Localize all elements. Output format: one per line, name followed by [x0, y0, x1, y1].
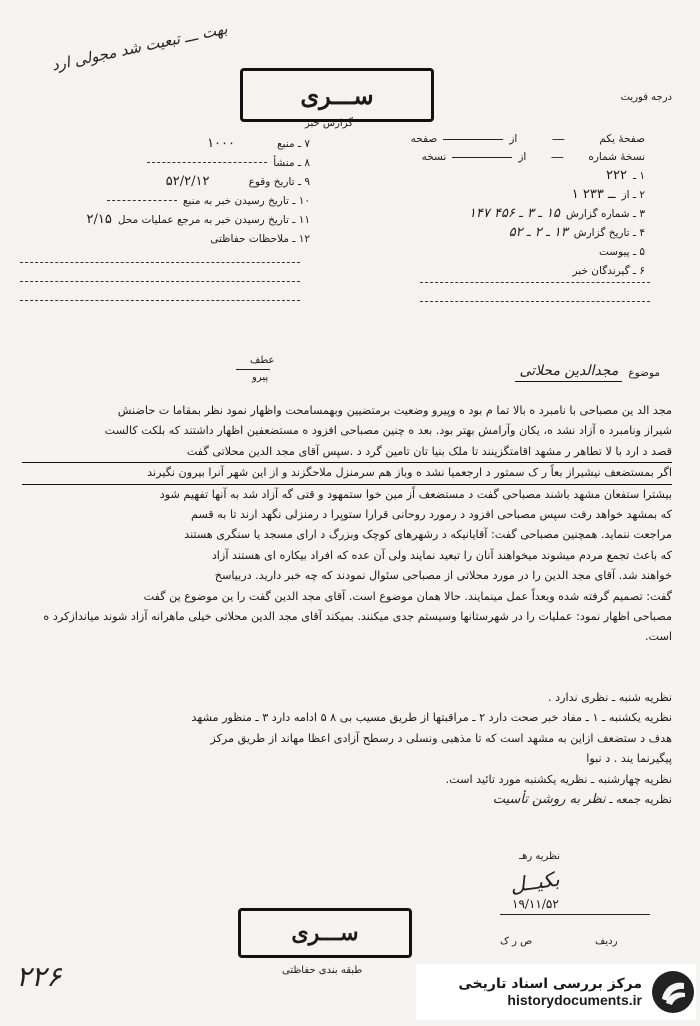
left-fields — [20, 134, 310, 248]
field-row — [355, 261, 645, 280]
field-row — [355, 185, 645, 204]
field-label: ۲ ـ از — [621, 188, 645, 201]
watermark-title: مرکز بررسی اسناد تاریخی — [458, 976, 642, 992]
opinion-friday-label: نظریه جمعه ـ — [609, 793, 672, 807]
field-row — [20, 134, 310, 153]
field-row — [355, 223, 645, 242]
bottom-secret-stamp — [238, 908, 412, 958]
field-label: صفحهٔ یکم — [599, 133, 645, 145]
field-row — [355, 148, 645, 166]
blank-lines-left — [20, 262, 300, 319]
subject-value: مجدالدین محلاتی — [515, 363, 622, 382]
report-header: گزارش خبر — [305, 118, 353, 129]
opinion-line: نظریه یکشنبه ـ ۱ ـ مفاد خبر صحت دارد ۲ ـ مراقبتها از طریق مسیب بی ۸ ۵ ادامه دارد ۳ ـ منظور مشهد — [191, 711, 672, 725]
field-value: — — [551, 131, 565, 147]
blank-lines-right — [420, 282, 650, 320]
body-line: مراجعت ننماید. همچنین مصباحی گفت: آقایانیکه د رشهرهای کوچک وبزرگ د ارای مسجد یا سنگری هستند — [184, 528, 672, 542]
followup-label: پیرو — [252, 372, 269, 383]
field-extra: از — [509, 133, 518, 145]
field-label: ۱۲ ـ ملاحظات حفاظتی — [210, 232, 310, 245]
field-row — [20, 172, 310, 191]
field-label: ۴ ـ تاریخ گزارش — [573, 226, 645, 239]
ref-divider — [236, 369, 270, 370]
field-value: ــ ۲۳۳ ۱ — [571, 187, 616, 202]
signature-rule — [500, 914, 650, 915]
field-label: ۱ ـ — [632, 169, 645, 182]
field-value: ۲/۱۵ — [86, 212, 112, 227]
field-label: ۱۱ ـ تاریخ رسیدن خبر به مرجع عملیات محل — [117, 213, 310, 226]
bottom-stamp-label: ســـری — [291, 920, 359, 946]
opinion-line: نظریه چهارشنبه ـ نظریه یکشنبه مورد تائید است. — [445, 772, 672, 786]
field-label: نسخهٔ شماره — [588, 151, 645, 163]
field-label: ۱۰ ـ تاریخ رسیدن خبر به منبع — [182, 194, 310, 207]
field-row — [20, 210, 310, 229]
body-line: قصد د ارد با لا تطاهر ر مشهد اقامتگزینند تا ملک بنیا تان تامین گرد د .سپس آقای مجد الدین محلاتی گفت — [22, 442, 672, 463]
field-value: ۱۰۰۰ — [207, 136, 236, 151]
sig-label-row: ردیف — [595, 936, 618, 947]
field-label: ۵ ـ پیوست — [598, 245, 645, 258]
field-value: ۵۲/۲/۱۲ — [165, 174, 210, 189]
field-value: — — [550, 149, 564, 165]
field-label: ۷ ـ منبع — [277, 137, 310, 150]
body-line: شیراز ونامبرد ه آزاد نشد ه، یکان وآرامش بهتر بود. بعد ه چنین مصباحی افزود ه مستضعفین اظهار داشتند که بلکت کالست — [104, 424, 672, 438]
report-body — [22, 401, 672, 648]
priority-label: درجه فوریت — [620, 92, 672, 103]
body-line: که بمشهد خواهد رفت سپس مصباحی افزود د رمورد روحانی قرارا ستوپرا د رمنزلی نگهد ارند تا به قسم — [190, 508, 672, 522]
top-stamp-label: ســـری — [300, 80, 374, 110]
field-label: ۳ ـ شماره گزارش — [566, 207, 645, 220]
field-extra2: نسخه — [421, 151, 447, 163]
field-row — [355, 204, 645, 223]
body-line: مصباحی اظهار نمود: عملیات را در شهرستانها وسیستم جدی میکنند. بمیکند آقای مجد الدین محلاتی خیلی ماهرانه آزاد شوند میاندازکرد ه — [43, 610, 672, 624]
top-secret-stamp — [240, 68, 434, 122]
opinion-friday-handwriting: نظر به روشن تأسیت — [492, 792, 606, 808]
field-value: ۲۲۲ — [605, 168, 627, 183]
field-row — [20, 153, 310, 172]
field-row — [20, 229, 310, 248]
field-row — [355, 130, 645, 148]
field-value: ۱۵ ـ ۳ ـ ۴۵۶ ۱۴۷ — [468, 206, 561, 221]
field-label: ۹ ـ تاریخ وقوع — [248, 175, 310, 188]
field-label: ۸ ـ منشأ — [273, 156, 310, 169]
watermark — [416, 964, 696, 1020]
body-line-last: است. — [644, 630, 672, 644]
subject-row — [515, 363, 660, 382]
archive-logo-icon — [650, 969, 696, 1015]
field-label: ۶ ـ گیرندگان خبر — [572, 264, 645, 277]
body-line: خواهند شد. آقای مجد الدین را در مورد محلاتی از مصباحی سئوال نمودند که چه خبر دارید. دربیاسخ — [214, 569, 672, 583]
right-fields — [355, 130, 645, 280]
sig-label-office: ص ر ک — [500, 936, 533, 947]
opinions-section — [22, 688, 672, 810]
opinion-line: هدف د ستضعف ازاین به مشهد است که تا مذهبی ونسلی د رسطح آزادی اعظا مهاند از طریق مرکز — [210, 731, 672, 745]
signature-date: ۱۹/۱۱/۵۲ — [512, 897, 559, 911]
ref-label: عطف — [250, 355, 275, 366]
field-row — [20, 191, 310, 210]
subject-label: موضوع — [628, 366, 660, 379]
classification-footer: طبقه بندی حفاظتی — [282, 965, 363, 976]
body-line: که باعث تجمع مردم میشوند میخواهند آنان را تبعید نمایند ولی آن عده که افراد بیکاره ای هستند آزاد — [211, 548, 672, 562]
field-extra: از — [518, 151, 527, 163]
body-line: بیشترا ستفعان مشهد باشند مصباحی گفت د مستضعف اًز مین‌ خوا ستمهود و قتی گه آزاد شد به آنها تفهیم شود — [159, 487, 672, 501]
field-row — [355, 242, 645, 261]
watermark-url: historydocuments.ir — [507, 992, 642, 1008]
page-number: ۲۲۶ — [16, 960, 62, 993]
field-value: ۱۳ ـ ۲ ـ ۵۲ — [508, 225, 568, 240]
body-line: مجد الد ین مصباحی با نامبرد ه بالا تما م بود ه وپیرو وضعیت برمتضیین وبهمسامحت واظهار نمود نظر بمقاما ت حاضنش — [117, 404, 672, 417]
top-handwriting: بهت ـــ تبعیت شد مجولی ارد — [50, 19, 230, 75]
opinion-line: نظریه شنبه ـ نظری ندارد . — [547, 691, 672, 704]
field-row — [355, 166, 645, 185]
body-line: گفت: تصمیم گرفته شده وبعداً عمل مینمایند. حالا همان موضوع است. آقای مجد الدین گفت را ین موضوع ین گفت — [143, 589, 672, 603]
final-opinion: نظریه رهـ — [519, 851, 560, 862]
signature: بکیــل — [508, 866, 561, 898]
opinion-line — [22, 790, 672, 810]
field-extra2: صفحه — [410, 133, 438, 145]
body-line: اگر بمستضعف نیشیراز بعاً ر ک سمتور د ارجعمیا نشد ه وباز هم سرمنزل ملاحگزند و از این شهر آنرا بیرون نگیرند — [22, 463, 672, 484]
opinion-line: پیگیرنما یند . د نبوا — [586, 752, 672, 766]
